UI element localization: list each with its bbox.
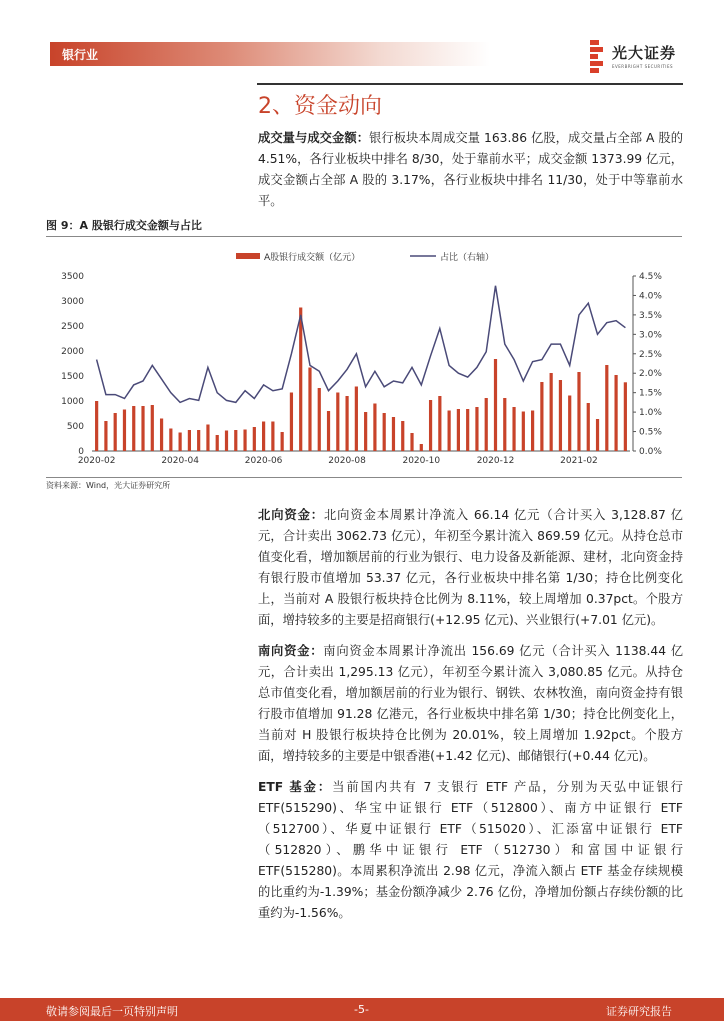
logo-en: EVERBRIGHT SECURITIES: [612, 64, 674, 69]
turnover-bar: [503, 398, 506, 451]
turnover-bar: [392, 417, 395, 451]
turnover-bar: [206, 425, 209, 452]
section-title: 2、资金动向: [258, 94, 382, 119]
etf-text: 当前国内共有 7 支银行 ETF 产品，分别为天弘中证银行 ETF(515290)、华宝中证银行 ETF（512800）、南方中证银行 ETF（512700）、华夏中证银行 ETF（515020）、汇添富中证银行 ETF（512820）、鹏华中证银行 ETF（512730）和富国中证银行 ETF(515280)。本周累积净流出 2.98 亿元，净流入额占 ETF 基金存续规模的比重约为-1.39%；基金份额净减少 2.76 亿份，净增加份额占存续份额的比重约为-1.56%。: [258, 780, 683, 920]
turnover-bar: [522, 412, 525, 452]
turnover-bar: [123, 410, 126, 452]
right-tick-label: 1.5%: [639, 388, 662, 399]
etf-label: ETF 基金：: [258, 780, 333, 794]
turnover-chart: [40, 237, 680, 477]
turnover-bar: [605, 365, 608, 451]
turnover-bar: [624, 382, 627, 451]
figure-caption: 图 9：A 股银行成交金额与占比: [46, 218, 682, 237]
intro-label: 成交量与成交金额：: [258, 131, 370, 145]
turnover-bar: [410, 433, 413, 451]
turnover-bar: [114, 413, 117, 451]
turnover-bar: [188, 430, 191, 451]
south-label: 南向资金：: [258, 644, 324, 658]
turnover-bar: [457, 409, 460, 451]
left-tick-label: 2500: [61, 322, 84, 332]
legend-bar-label: A股银行成交额（亿元）: [264, 253, 361, 263]
left-tick-label: 1000: [61, 397, 84, 407]
x-tick-label: 2020-10: [402, 456, 441, 466]
turnover-bar: [355, 387, 358, 452]
turnover-bar: [318, 388, 321, 451]
turnover-bar: [197, 430, 200, 451]
page-footer: [0, 998, 724, 1021]
turnover-bar: [568, 396, 571, 452]
turnover-bar: [512, 407, 515, 451]
etf-paragraph: [258, 777, 683, 924]
x-tick-label: 2020-02: [77, 456, 116, 466]
turnover-bar: [336, 393, 339, 452]
header-divider: [257, 83, 683, 85]
turnover-bar: [262, 422, 265, 452]
x-tick-label: 2020-08: [328, 456, 366, 466]
turnover-bar: [494, 359, 497, 451]
right-tick-label: 0.5%: [639, 427, 662, 438]
logo-mark-icon: [590, 40, 604, 76]
turnover-bar: [308, 368, 311, 452]
left-tick-label: 2000: [61, 347, 84, 357]
turnover-bar: [104, 421, 107, 451]
turnover-bar: [383, 413, 386, 451]
right-tick-label: 1.0%: [639, 408, 662, 419]
left-tick-label: 0: [78, 447, 84, 457]
footer-disclaimer: 敬请参阅最后一页特别声明: [46, 1005, 178, 1018]
intro-paragraph: [258, 128, 683, 212]
figure-source: 资料来源：Wind，光大证券研究所: [46, 477, 682, 491]
turnover-bar: [466, 409, 469, 451]
turnover-bar: [141, 406, 144, 451]
turnover-bar: [577, 372, 580, 451]
right-tick-label: 3.0%: [639, 330, 662, 341]
turnover-bar: [364, 412, 367, 451]
turnover-bar: [160, 419, 163, 452]
left-tick-label: 3000: [61, 297, 84, 307]
turnover-bar: [345, 396, 348, 451]
intro-text: 银行板块本周成交量 163.86 亿股，成交量占全部 A 股的 4.51%，各行业板块中排名 8/30，处于靠前水平；成交金额 1373.99 亿元，成交金额占全部 A 股的 3.17%，各行业板块中排名 11/30，处于中等靠前水平。: [258, 131, 683, 208]
turnover-bar: [179, 433, 182, 452]
turnover-bar: [271, 422, 274, 452]
turnover-bar: [95, 401, 98, 451]
content-flow: [46, 92, 682, 924]
legend-bar-swatch: [236, 253, 260, 259]
turnover-bar: [225, 431, 228, 452]
right-tick-label: 4.5%: [639, 272, 662, 282]
turnover-bar: [485, 398, 488, 451]
x-tick-label: 2020-06: [244, 456, 283, 466]
left-tick-label: 1500: [61, 372, 84, 382]
turnover-bar: [253, 427, 256, 451]
south-text: 南向资金本周累计净流出 156.69 亿元（合计买入 1138.44 亿元，合计卖出 1,295.13 亿元），年初至今累计流入 3,080.85 亿元。从持仓总市值变化看，增加额居前的行业为银行、钢铁、农林牧渔，南向资金持有银行股市值增加 91.28 亿港元，各行业板块中排名第 1/30；持仓比例变化上，当前对 H 股银行板块持仓比例为 20.01%，较上周增加 1.92pct。个股方面，增持较多的主要是中银香港(+1.42 亿元)、邮储银行(+0.44 亿元)。: [258, 644, 683, 763]
turnover-bar: [216, 435, 219, 451]
x-tick-label: 2020-04: [161, 456, 199, 466]
turnover-bar: [401, 421, 404, 451]
right-tick-label: 0.0%: [639, 447, 662, 457]
turnover-bar: [169, 429, 172, 452]
right-tick-label: 2.5%: [639, 349, 662, 360]
page-number: -5-: [354, 1003, 369, 1016]
turnover-bar: [151, 405, 154, 451]
turnover-bar: [438, 396, 441, 451]
footer-report-type: 证券研究报告: [606, 1005, 672, 1018]
turnover-bar: [531, 411, 534, 452]
turnover-bar: [290, 393, 293, 452]
turnover-bar: [132, 406, 135, 451]
left-tick-label: 3500: [61, 272, 84, 282]
turnover-bar: [448, 411, 451, 452]
company-logo: [590, 40, 690, 76]
right-tick-label: 4.0%: [639, 291, 662, 302]
turnover-bar: [299, 308, 302, 452]
turnover-bar: [596, 419, 599, 451]
x-tick-label: 2021-02: [560, 456, 598, 466]
turnover-bar: [234, 430, 237, 451]
turnover-bar: [373, 404, 376, 452]
left-tick-label: 500: [66, 422, 84, 432]
right-tick-label: 2.0%: [639, 369, 662, 380]
right-tick-label: 3.5%: [639, 310, 662, 321]
turnover-bar: [587, 403, 590, 451]
turnover-bar: [243, 430, 246, 452]
turnover-bar: [429, 400, 432, 451]
south-paragraph: [258, 641, 683, 767]
north-text: 北向资金本周累计净流入 66.14 亿元（合计买入 3,128.87 亿元，合计卖出 3062.73 亿元），年初至今累计流入 869.59 亿元。从持仓总市值变化看，增加额居前的行业为银行、电力设备及新能源、建材，北向资金持有银行股市值增加 53.37 亿元，各行业板块中排名第 1/30；持仓比例变化上，当前对 A 股银行板块持仓比例为 8.11%，较上周增加 0.37pct。个股方面，增持较多的主要是招商银行(+12.95 亿元)、兴业银行(+7.01 亿元)。: [258, 508, 683, 627]
turnover-bar: [559, 380, 562, 451]
turnover-bar: [614, 375, 617, 451]
share-line: [97, 286, 626, 403]
chart-legend: [236, 251, 494, 263]
turnover-bar: [475, 407, 478, 451]
turnover-bar: [327, 411, 330, 451]
logo-name: 光大证券: [612, 44, 677, 62]
section-header: [50, 42, 490, 66]
north-label: 北向资金：: [258, 508, 324, 522]
x-tick-label: 2020-12: [476, 456, 515, 466]
turnover-bar: [420, 444, 423, 451]
legend-line-label: 占比（右轴）: [440, 253, 495, 263]
turnover-bar: [540, 382, 543, 451]
turnover-bar: [550, 373, 553, 451]
turnover-bar: [281, 432, 284, 451]
north-paragraph: [258, 505, 683, 631]
section-label: 银行业: [62, 48, 99, 62]
